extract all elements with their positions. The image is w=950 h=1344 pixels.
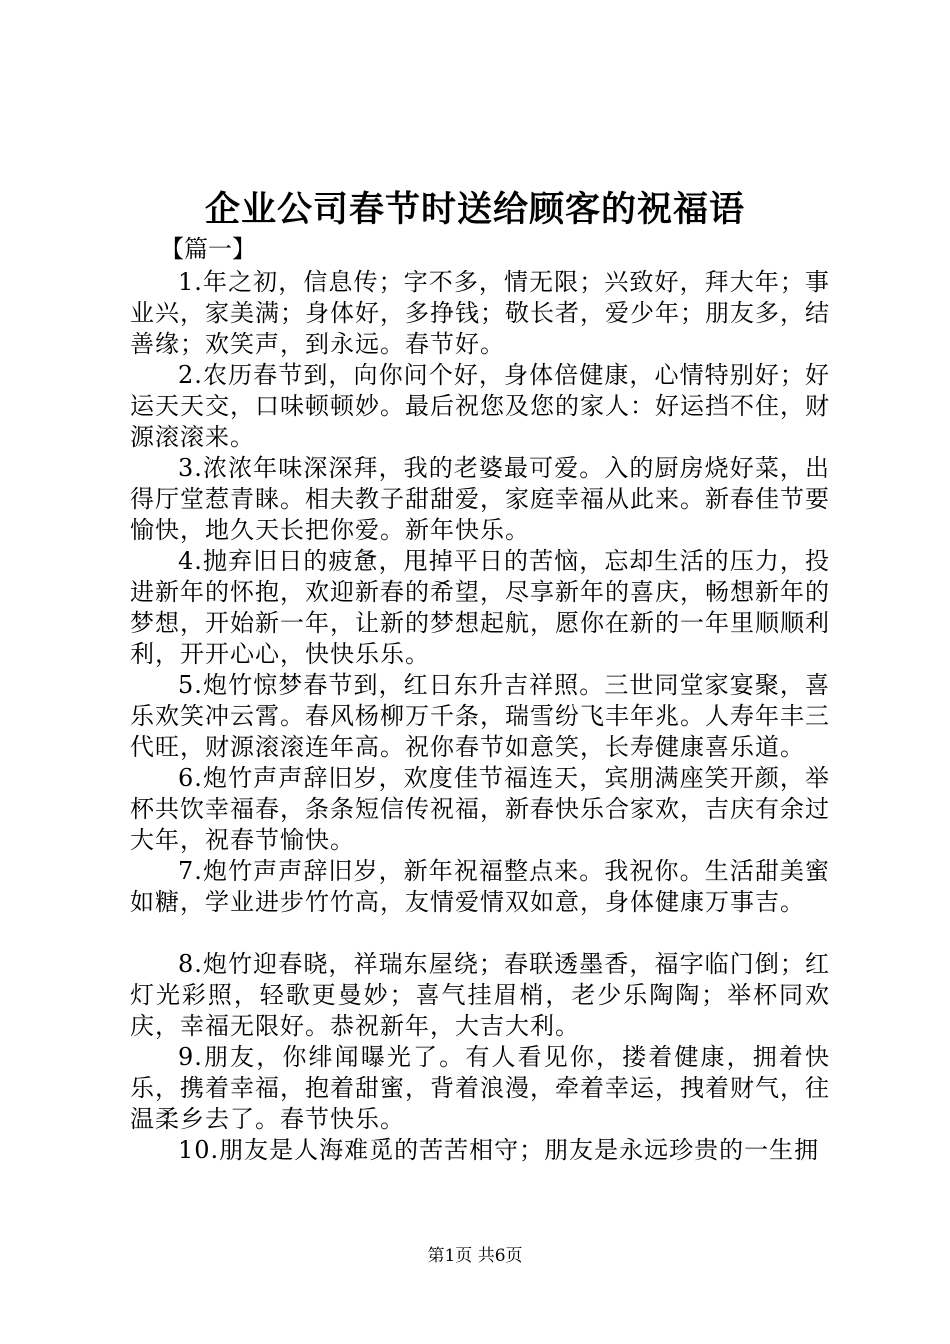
document-title: 企业公司春节时送给顾客的祝福语 [204,189,745,230]
section-label: 【篇一】 [160,235,256,263]
paragraph-5: 5.炮竹惊梦春节到，红日东升吉祥照。三世同堂家宴聚，喜乐欢笑冲云霄。春风杨柳万千条，瑞雪纷飞丰年兆。人寿年丰三代旺，财源滚滚连年高。祝你春节如意笑，长寿健康喜乐道。 [130,671,830,761]
paragraph-9: 9.朋友，你绯闻曝光了。有人看见你，搂着健康，拥着快乐，携着幸福，抱着甜蜜，背着浪漫，牵着幸运，拽着财气，往温柔乡去了。春节快乐。 [130,1043,830,1133]
document-body [130,267,830,1166]
paragraph-4: 4.抛弃旧日的疲惫，甩掉平日的苦恼，忘却生活的压力，投进新年的怀抱，欢迎新春的希望，尽享新年的喜庆，畅想新年的梦想，开始新一年，让新的梦想起航，愿你在新的一年里顺顺利利，开开心心，快快乐乐。 [130,547,830,668]
paragraph-1: 1.年之初，信息传；字不多，情无限；兴致好，拜大年；事业兴，家美满；身体好，多挣钱；敬长者，爱少年；朋友多，结善缘；欢笑声，到永远。春节好。 [130,268,830,358]
paragraph-10: 10.朋友是人海难觅的苦苦相守；朋友是永远珍贵的一生拥 [178,1136,820,1164]
paragraph-8: 8.炮竹迎春晓，祥瑞东屋绕；春联透墨香，福字临门倒；红灯光彩照，轻歌更曼妙；喜气挂眉梢，老少乐陶陶；举杯同欢庆，幸福无限好。恭祝新年，大吉大利。 [130,950,830,1040]
page-footer: 第1页 共6页 [427,1246,523,1266]
paragraph-3: 3.浓浓年味深深拜，我的老婆最可爱。入的厨房烧好菜，出得厅堂惹青睐。相夫教子甜甜爱，家庭幸福从此来。新春佳节要愉快，地久天长把你爱。新年快乐。 [130,454,830,544]
paragraph-2: 2.农历春节到，向你问个好，身体倍健康，心情特别好；好运天天交，口味顿顿妙。最后祝您及您的家人：好运挡不住，财源滚滚来。 [130,361,830,451]
paragraph-6: 6.炮竹声声辞旧岁，欢度佳节福连天，宾朋满座笑开颜，举杯共饮幸福春，条条短信传祝福，新春快乐合家欢，吉庆有余过大年，祝春节愉快。 [130,764,830,854]
paragraph-7: 7.炮竹声声辞旧岁，新年祝福整点来。我祝你。生活甜美蜜如糖，学业进步竹竹高，友情爱情双如意，身体健康万事吉。 [130,857,830,916]
